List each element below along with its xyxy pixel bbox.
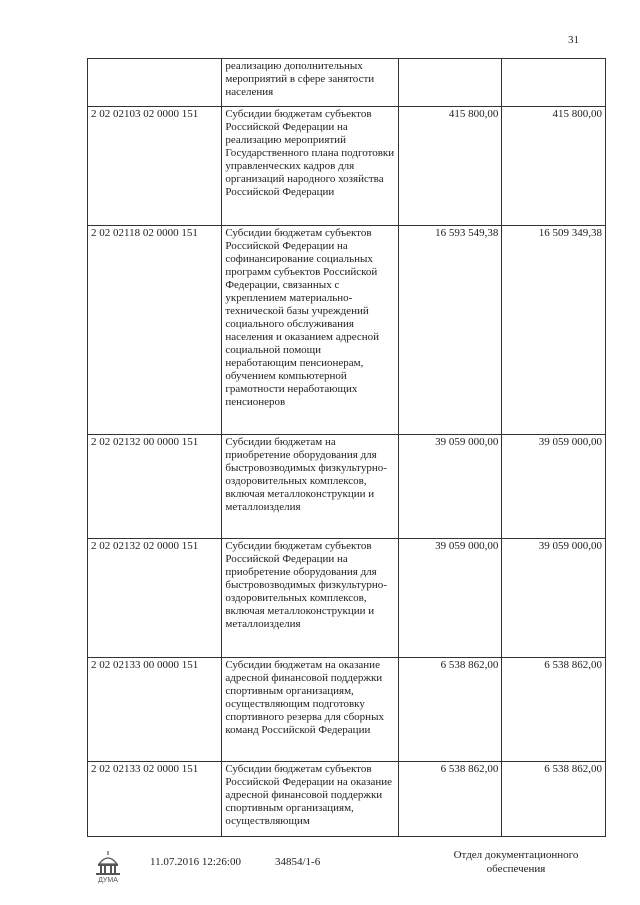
budget-item-name: Субсидии бюджетам на оказание адресной финансовой поддержки спортивным организациям, осуществляющим подготовку спортивного резерва для сборных команд Российской Федерации bbox=[222, 658, 398, 762]
duma-emblem-logo bbox=[91, 848, 125, 884]
budget-item-name: Субсидии бюджетам субъектов Российской Федерации на приобретение оборудования для быстровозводимых физкультурно-оздоровительных комплексов, включая металлоконструкции и металлоизделия bbox=[222, 539, 398, 658]
budget-item-name: Субсидии бюджетам субъектов Российской Федерации на реализацию мероприятий Государственного плана подготовки управленческих кадров для организаций народного хозяйства Российской Федерации bbox=[222, 107, 398, 226]
amount-plan: 6 538 862,00 bbox=[398, 658, 502, 762]
footer-department-stamp bbox=[446, 848, 586, 876]
amount-actual: 6 538 862,00 bbox=[502, 762, 606, 837]
budget-code: 2 02 02133 00 0000 151 bbox=[88, 658, 222, 762]
amount-actual: 6 538 862,00 bbox=[502, 658, 606, 762]
table-row bbox=[88, 658, 606, 762]
amount-actual: 16 509 349,38 bbox=[502, 226, 606, 435]
budget-code: 2 02 02133 02 0000 151 bbox=[88, 762, 222, 837]
budget-code bbox=[88, 59, 222, 107]
logo-text: ДУМА bbox=[98, 877, 118, 884]
budget-table bbox=[87, 58, 606, 837]
footer-dept-line1: Отдел документационного bbox=[453, 849, 579, 861]
footer-dept-line2: обеспечения bbox=[486, 863, 546, 875]
amount-actual: 39 059 000,00 bbox=[502, 539, 606, 658]
budget-code: 2 02 02132 00 0000 151 bbox=[88, 435, 222, 539]
amount-plan: 16 593 549,38 bbox=[398, 226, 502, 435]
table-row bbox=[88, 762, 606, 837]
footer-doc-number: 34854/1-6 bbox=[275, 856, 321, 868]
footer-timestamp: 11.07.2016 12:26:00 bbox=[150, 856, 241, 868]
budget-item-name: Субсидии бюджетам на приобретение оборудования для быстровозводимых физкультурно-оздоровительных комплексов, включая металлоконструкции и металлоизделия bbox=[222, 435, 398, 539]
table-row bbox=[88, 59, 606, 107]
amount-plan: 415 800,00 bbox=[398, 107, 502, 226]
page-number: 31 bbox=[568, 34, 579, 46]
amount-actual: 39 059 000,00 bbox=[502, 435, 606, 539]
amount-plan bbox=[398, 59, 502, 107]
table-row bbox=[88, 226, 606, 435]
amount-plan: 39 059 000,00 bbox=[398, 435, 502, 539]
table-row bbox=[88, 539, 606, 658]
amount-actual bbox=[502, 59, 606, 107]
amount-plan: 39 059 000,00 bbox=[398, 539, 502, 658]
table-row bbox=[88, 435, 606, 539]
amount-plan: 6 538 862,00 bbox=[398, 762, 502, 837]
budget-code: 2 02 02118 02 0000 151 bbox=[88, 226, 222, 435]
amount-actual: 415 800,00 bbox=[502, 107, 606, 226]
table-row bbox=[88, 107, 606, 226]
budget-code: 2 02 02103 02 0000 151 bbox=[88, 107, 222, 226]
budget-item-name: реализацию дополнительных мероприятий в сфере занятости населения bbox=[222, 59, 398, 107]
budget-item-name: Субсидии бюджетам субъектов Российской Федерации на оказание адресной финансовой поддержки спортивным организациям, осуществляющим bbox=[222, 762, 398, 837]
budget-code: 2 02 02132 02 0000 151 bbox=[88, 539, 222, 658]
budget-item-name: Субсидии бюджетам субъектов Российской Федерации на софинансирование социальных программ субъектов Российской Федерации, связанных с укреплением материально-технической базы учреждений социального обслуживания населения и оказанием адресной социальной помощи неработающим пенсионерам, обучением компьютерной грамотности неработающих пенсионеров bbox=[222, 226, 398, 435]
